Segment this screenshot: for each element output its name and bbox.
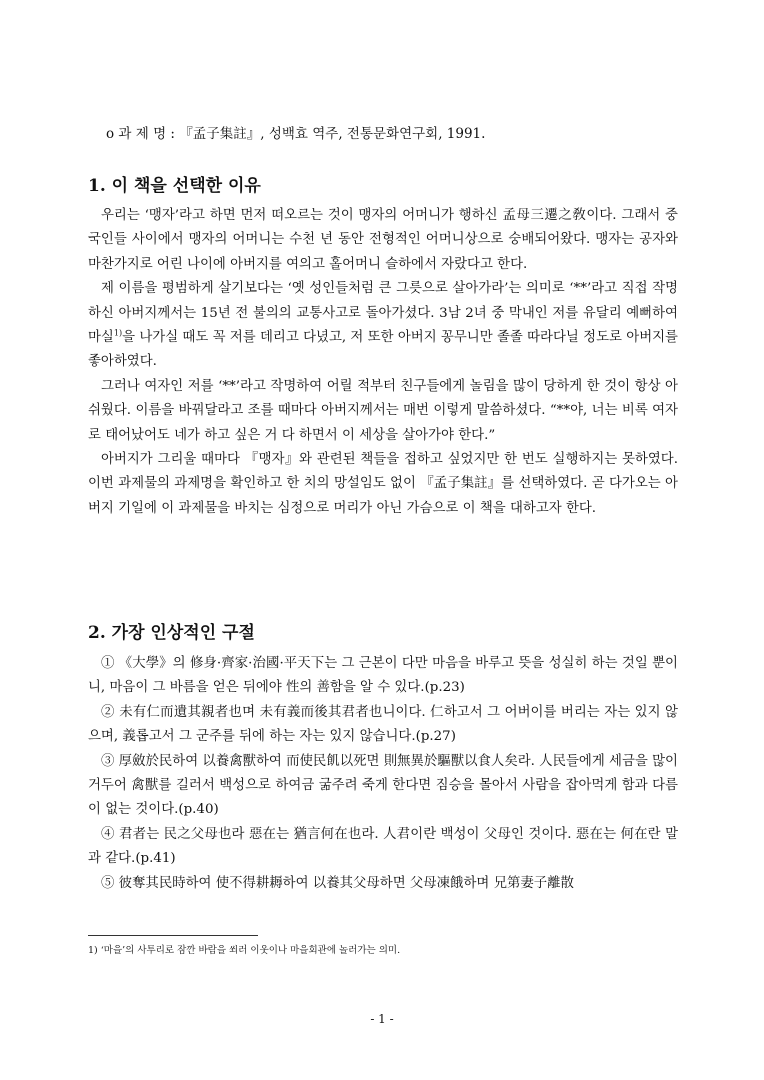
footnote: 1) ‘마을’의 사투리로 잠깐 바람을 쐬러 이웃이나 마을회관에 놀러가는 의미. (88, 945, 401, 956)
quote-item: ③ 厚斂於民하여 以養禽獸하여 而使民飢以死면 則無異於驅獸以食人矣라. 人民들에게 세금을 많이 거두어 禽獸를 길러서 백성으로 하여금 굶주려 죽게 한다면 짐승을 몰아서 사람을 잡아먹게 함과 다름이 없는 것이다.(p.40) (88, 753, 678, 818)
section-1-body (88, 204, 678, 521)
quote-item: ① 《大學》의 修身·齊家·治國·平天下는 그 근본이 다만 마음을 바루고 뜻을 성실히 하는 것일 뿐이니, 마음이 그 바름을 얻은 뒤에야 性의 善함을 알 수 있다.(p.23) (88, 656, 678, 696)
quote-item: ④ 君者는 民之父母也라 惡在는 猶言何在也라. 人君이란 백성이 父母인 것이다. 惡在는 何在란 말과 같다.(p.41) (88, 826, 678, 867)
section-1-title: 1. 이 책을 선택한 이유 (88, 176, 261, 196)
quote-item: ⑤ 彼奪其民時하여 使不得耕耨하여 以養其父母하면 父母凍餓하며 兄第妻子離散 (101, 875, 574, 891)
section-2-body (88, 652, 678, 896)
assignment-subject: o 과 제 명 : 『孟子集註』, 성백효 역주, 전통문화연구회, 1991. (106, 126, 486, 142)
section-2-title: 2. 가장 인상적인 구절 (88, 623, 255, 643)
paragraph-text: 을 나가실 때도 꼭 저를 데리고 다녔고, 저 또한 아버지 꽁무니만 졸졸 따라다닐 정도로 아버지를 좋아하였다. (88, 330, 678, 370)
footnote-divider (88, 935, 258, 936)
footnote-marker[interactable]: 1) (113, 328, 123, 338)
page-number: - 1 - (370, 1012, 394, 1026)
paragraph: 아버지가 그리울 때마다 『맹자』와 관련된 책들을 접하고 싶었지만 한 번도 실행하지는 못하였다. 이번 과제물의 과제명을 확인하고 한 치의 망설임도 없이 『孟子集註』를 선택하였다. 곧 다가오는 아버지 기일에 이 과제물을 바치는 심정으로 머리가 아닌 가슴으로 이 책을 대하고자 한다. (88, 452, 678, 516)
paragraph: 그러나 여자인 저를 ‘**’라고 작명하여 어릴 적부터 친구들에게 놀림을 많이 당하게 한 것이 항상 아쉬웠다. 이름을 바꿔달라고 조를 때마다 아버지께서는 매번 이렇게 말씀하셨다. “**야, 너는 비록 여자로 태어났어도 네가 하고 싶은 거 다 하면서 이 세상을 살아가야 한다.” (88, 378, 678, 443)
paragraph: 우리는 ‘맹자’라고 하면 먼저 떠오르는 것이 맹자의 어머니가 행하신 孟母三遷之敎이다. 그래서 중국인들 사이에서 맹자의 어머니는 수천 년 동안 전형적인 어머니상으로 숭배되어왔다. 맹자는 공자와 마찬가지로 어린 나이에 아버지를 여의고 홀어머니 슬하에서 자랐다고 한다. (88, 208, 678, 272)
paragraph-text: 제 이름을 평범하게 살기보다는 ‘옛 성인들처럼 큰 그릇으로 살아가라’는 의미로 ‘**’라고 직접 작명하신 아버지께서는 15년 전 불의의 교통사고로 돌아가셨다. 3남 2녀 중 막내인 저를 유달리 예뻐하여 마실 (88, 281, 678, 346)
quote-item: ② 未有仁而遺其親者也며 未有義而後其君者也니이다. 仁하고서 그 어버이를 버리는 자는 있지 않으며, 義롭고서 그 군주를 뒤에 하는 자는 있지 않습니다.(p.27) (88, 704, 678, 745)
paragraph (88, 277, 678, 375)
